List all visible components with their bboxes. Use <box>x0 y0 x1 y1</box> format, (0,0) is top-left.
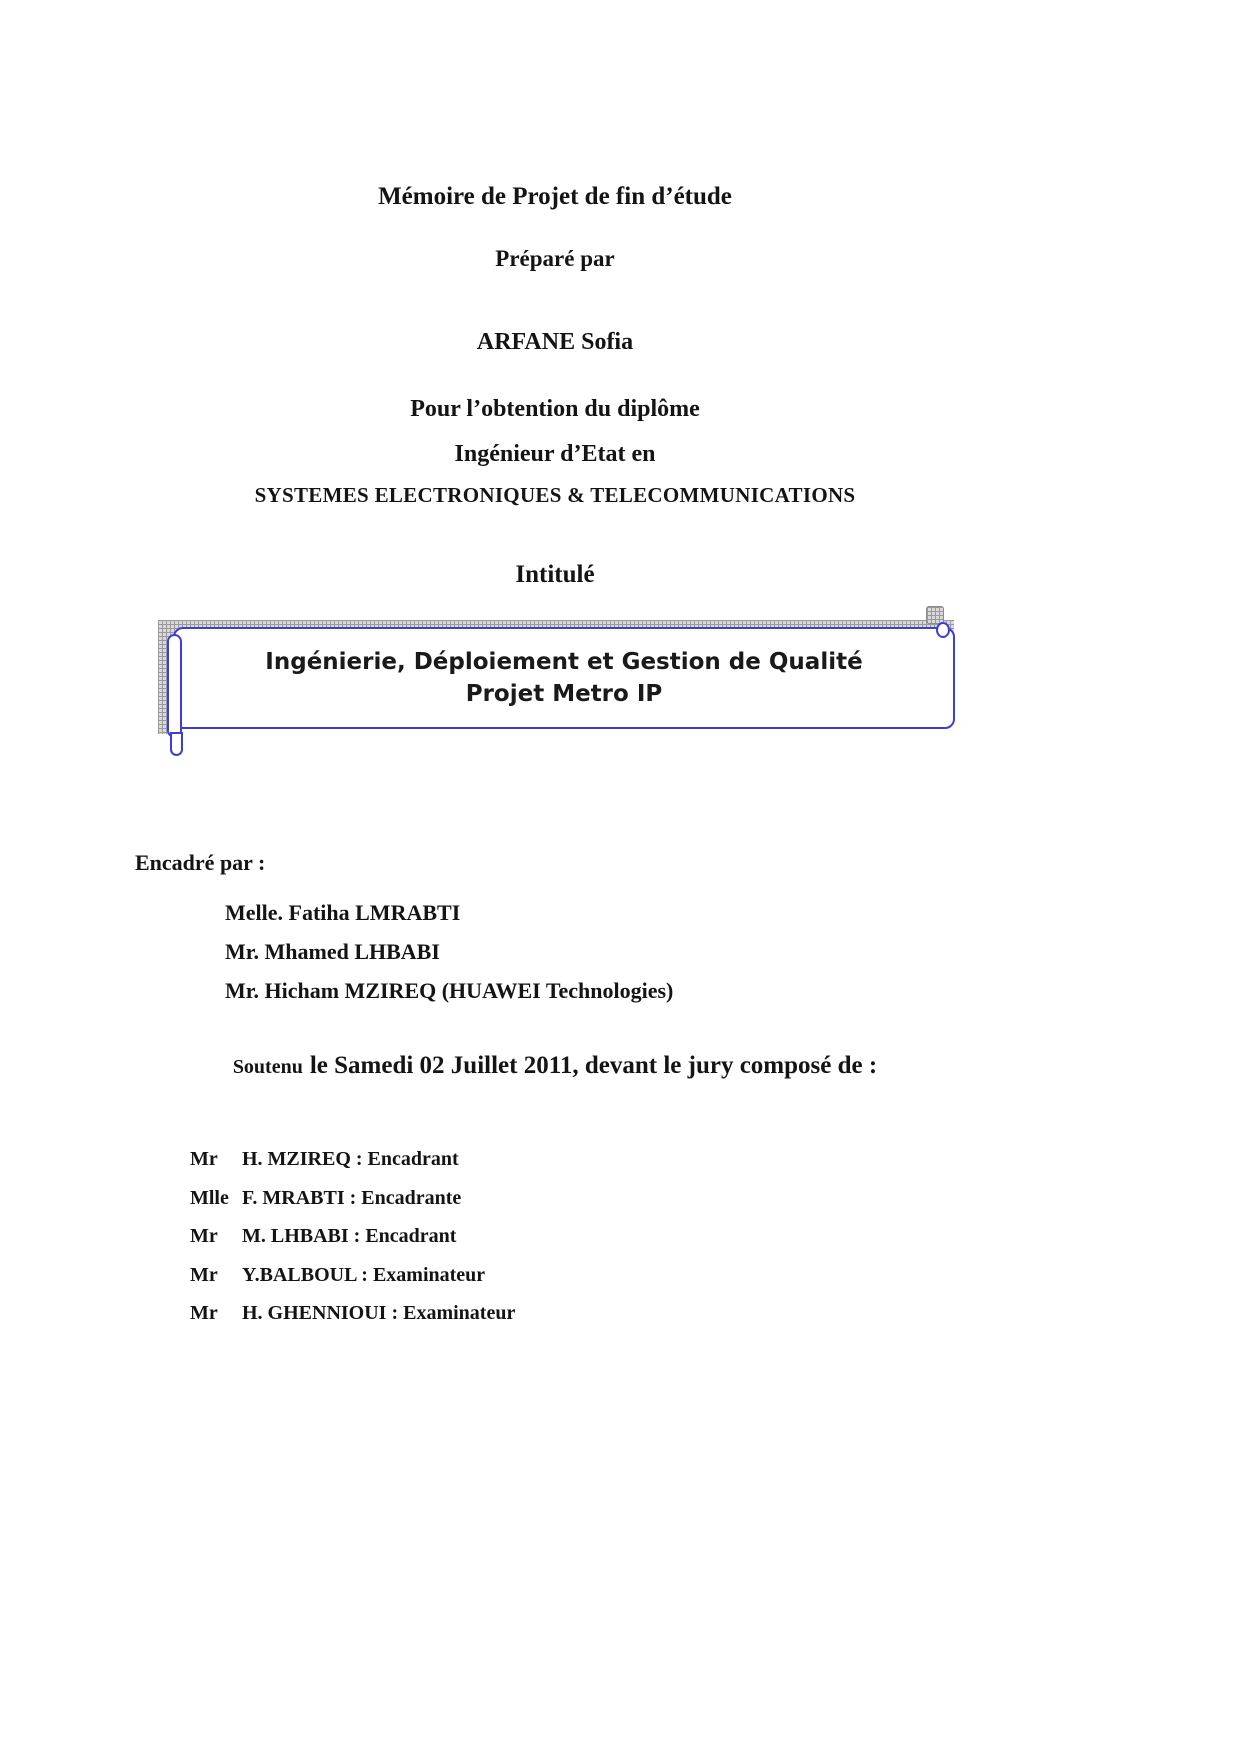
jury-row <box>190 1217 515 1256</box>
jury-title: Mr <box>190 1302 218 1324</box>
program-line: SYSTEMES ELECTRONIQUES & TELECOMMUNICATIONS <box>254 483 856 507</box>
supervisor-item: Mr. Mhamed LHBABI <box>225 939 440 964</box>
jury-row <box>190 1140 515 1179</box>
title-scroll-banner <box>158 614 966 748</box>
prepared-by-label: Préparé par <box>495 246 615 271</box>
jury-title: Mr <box>190 1148 218 1170</box>
jury-name: M. LHBABI : Encadrant <box>242 1225 457 1247</box>
jury-name: H. GHENNIOUI : Examinateur <box>242 1302 516 1324</box>
supervisor-item: Melle. Fatiha LMRABTI <box>225 900 461 925</box>
jury-row <box>190 1179 515 1218</box>
scroll-roll-icon <box>167 634 182 738</box>
supervisor-item: Mr. Hicham MZIREQ (HUAWEI Technologies) <box>225 978 674 1003</box>
jury-title: Mlle <box>190 1186 229 1209</box>
defense-prefix: Soutenu <box>232 1056 303 1078</box>
degree-line: Ingénieur d’Etat en <box>454 441 656 467</box>
jury-name: Y.BALBOUL : Examinateur <box>242 1263 486 1286</box>
diploma-line: Pour l’obtention du diplôme <box>410 396 700 422</box>
jury-row <box>190 1294 515 1333</box>
jury-list <box>190 1140 515 1333</box>
defense-text: le Samedi 02 Juillet 2011, devant le jury composé de : <box>309 1052 878 1079</box>
jury-title: Mr <box>190 1263 218 1286</box>
jury-name: F. MRABTI : Encadrante <box>242 1186 462 1209</box>
document-type-line: Mémoire de Projet de fin d’étude <box>378 183 732 210</box>
intitule-label: Intitulé <box>515 561 595 588</box>
scroll-curl-icon <box>936 622 950 638</box>
jury-name: H. MZIREQ : Encadrant <box>242 1148 459 1170</box>
jury-title: Mr <box>190 1225 218 1247</box>
author-name: ARFANE Sofia <box>476 329 634 355</box>
supervisor-list <box>225 893 673 1010</box>
scroll-tail-icon <box>170 732 183 756</box>
supervisors-label: Encadré par : <box>135 850 266 875</box>
project-title-line2: Projet Metro IP <box>465 681 663 707</box>
banner-box <box>173 627 955 729</box>
defense-line <box>0 1052 1110 1080</box>
jury-row <box>190 1256 515 1295</box>
project-title-line1: Ingénierie, Déploiement et Gestion de Qualité <box>265 649 863 675</box>
